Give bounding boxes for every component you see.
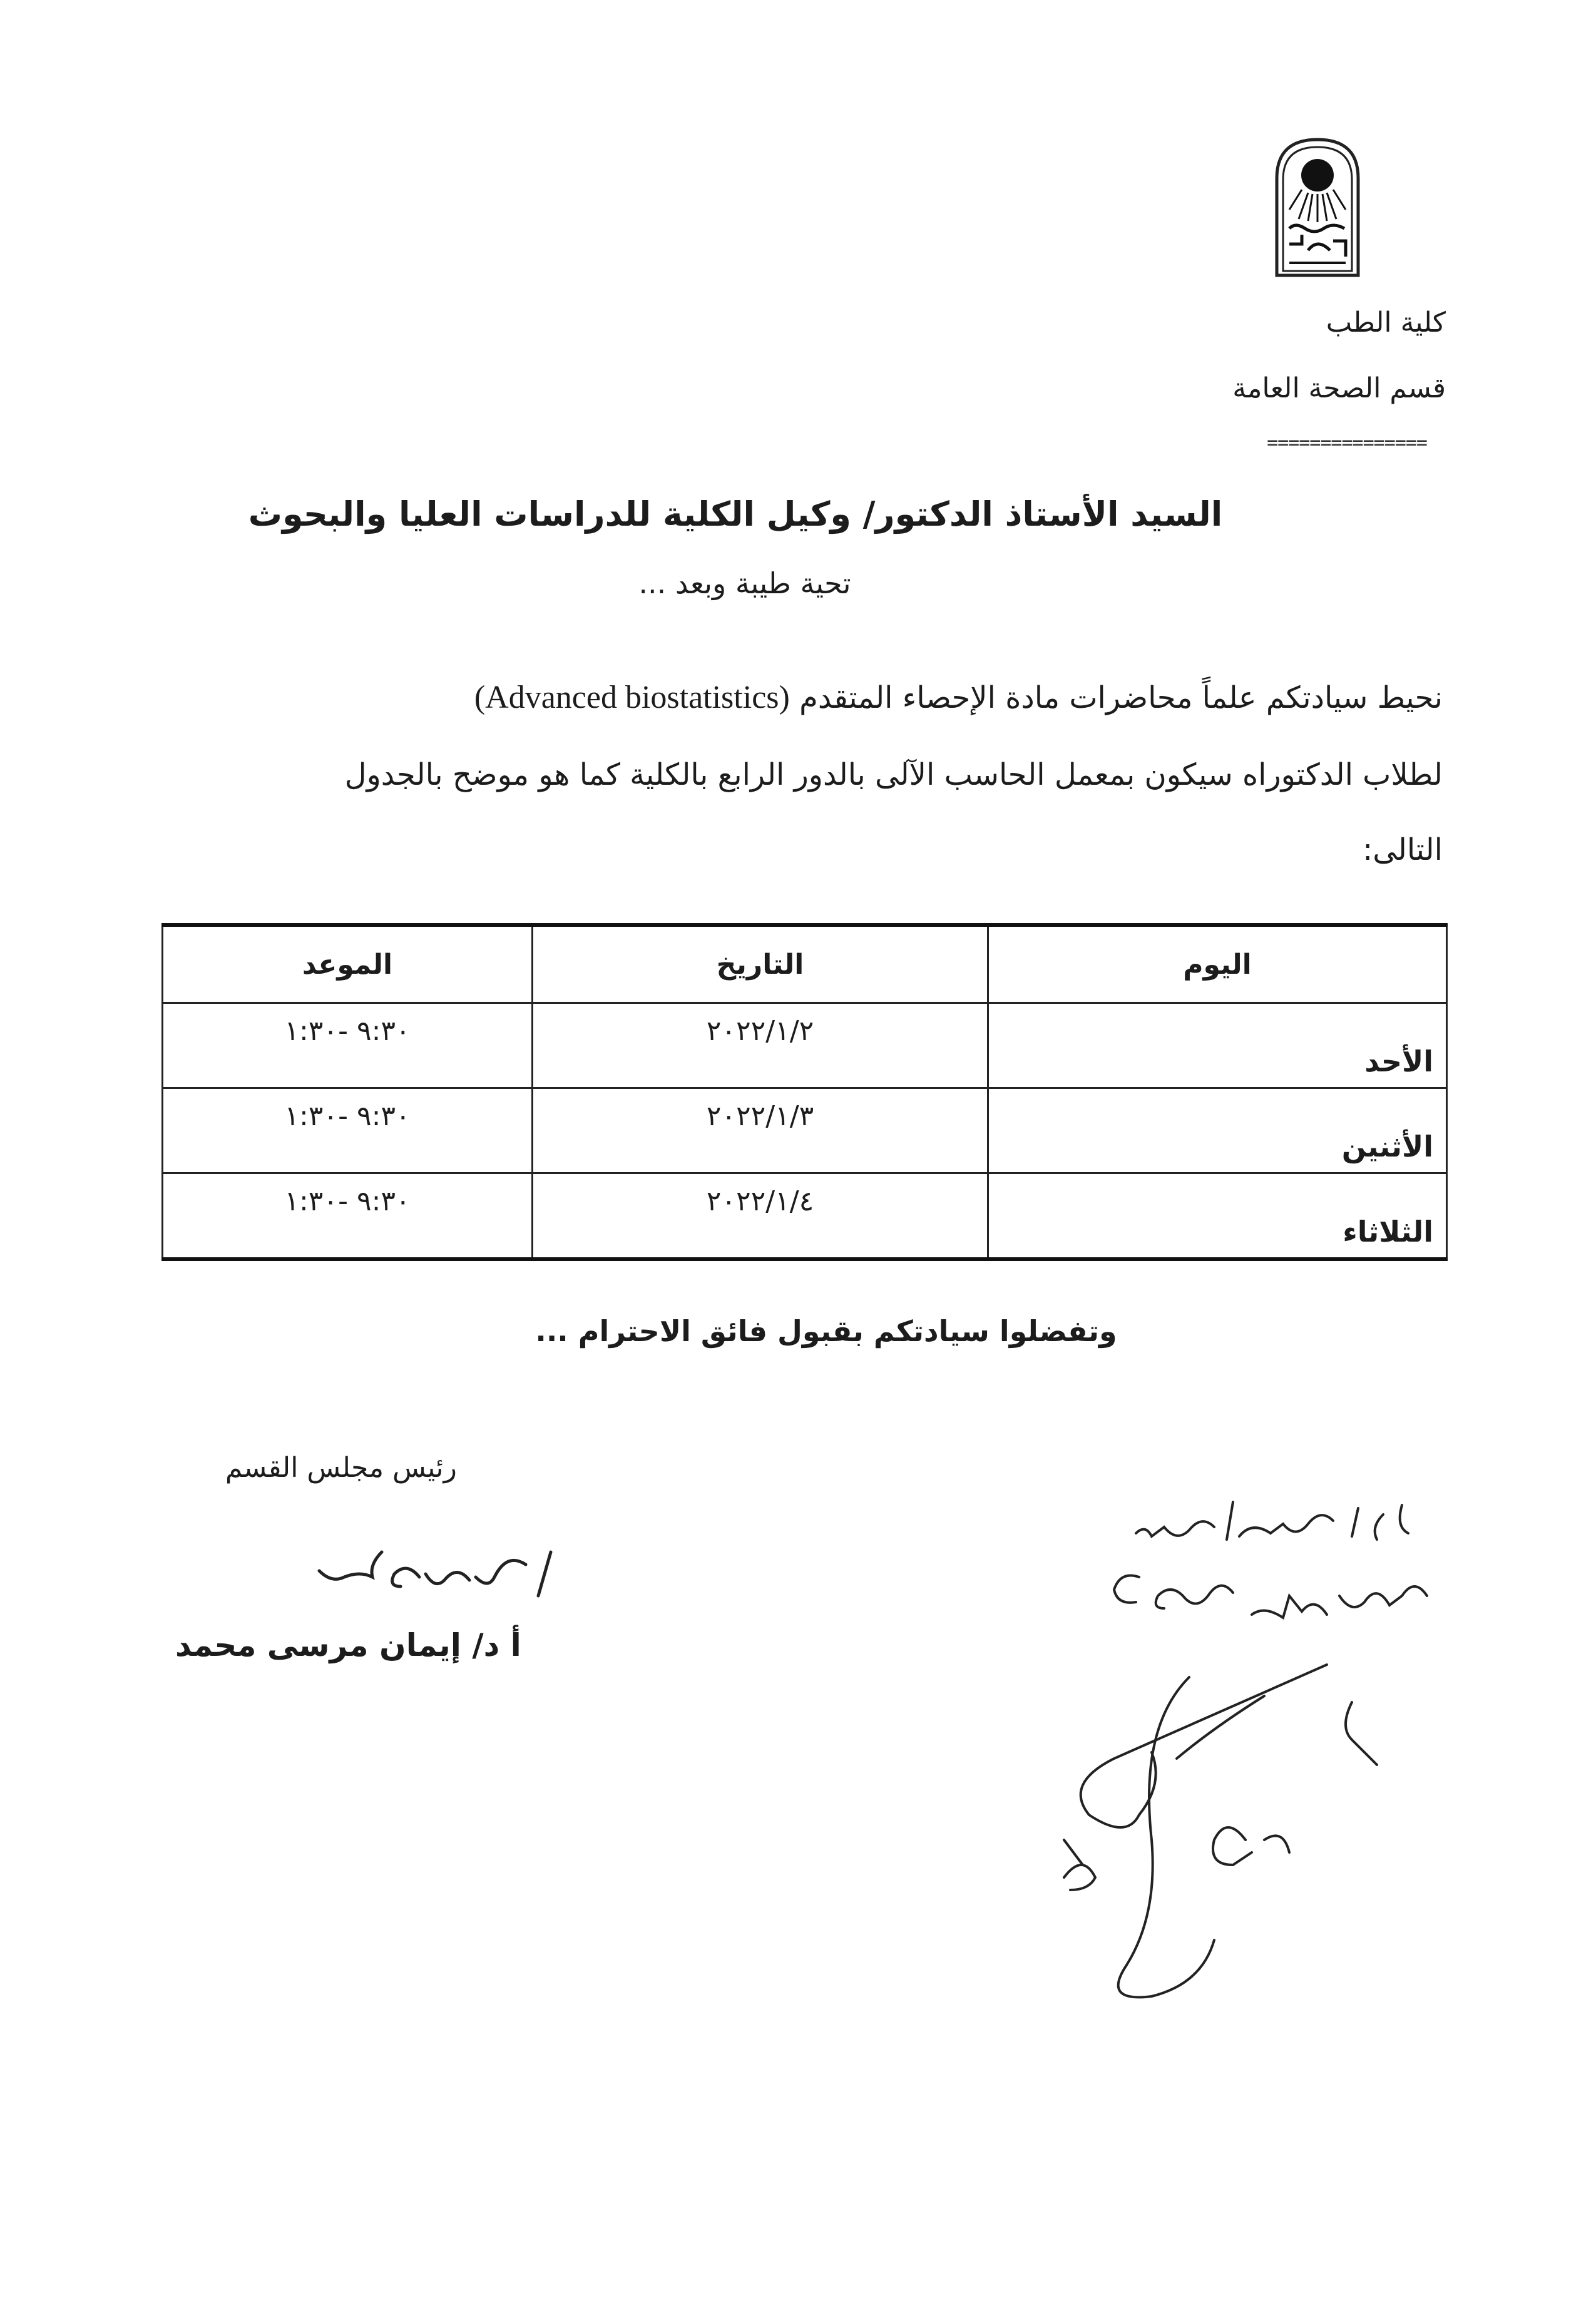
header-day: اليوم <box>988 925 1447 1003</box>
row-time: ٩:٣٠ -١:٣٠ <box>163 1003 533 1088</box>
table-row <box>163 1088 1447 1173</box>
letter-greeting: تحية طيبة وبعد ... <box>638 566 851 600</box>
header-time: الموعد <box>163 925 533 1003</box>
row-date: ٢٠٢٢/١/٣ <box>533 1088 988 1173</box>
table-row <box>163 1003 1447 1088</box>
course-english-name: (Advanced biostatistics) <box>474 680 790 715</box>
row-date: ٢٠٢٢/١/٢ <box>533 1003 988 1088</box>
header-divider: =============== <box>1267 432 1427 454</box>
table-row <box>163 1173 1447 1260</box>
paragraph-line-2: لطلاب الدكتوراه سيكون بمعمل الحاسب الآلى بالدور الرابع بالكلية كما هو موضح بالجدول <box>344 757 1443 792</box>
department-name: قسم الصحة العامة <box>1232 372 1446 404</box>
header-date: التاريخ <box>533 925 988 1003</box>
signer-name: أ د/ إيمان مرسى محمد <box>175 1627 521 1663</box>
table-header-row <box>163 925 1447 1003</box>
signer-title: رئيس مجلس القسم <box>225 1452 457 1484</box>
paragraph-line-1-text: نحيط سيادتكم علماً محاضرات مادة الإحصاء المتقدم <box>799 680 1443 715</box>
row-date: ٢٠٢٢/١/٤ <box>533 1173 988 1260</box>
paragraph-line-1 <box>474 679 1443 716</box>
row-day: الأحد <box>988 1003 1447 1088</box>
university-seal-icon <box>1271 135 1364 278</box>
row-day: الأثنين <box>988 1088 1447 1173</box>
faculty-name: كلية الطب <box>1326 307 1446 339</box>
lecture-schedule-table <box>161 923 1448 1261</box>
row-time: ٩:٣٠ -١:٣٠ <box>163 1173 533 1260</box>
paragraph-line-3: التالى: <box>1363 832 1443 867</box>
row-time: ٩:٣٠ -١:٣٠ <box>163 1088 533 1173</box>
handwritten-approval-note <box>1026 1489 1465 2303</box>
letter-closing: وتفضلوا سيادتكم بقبول فائق الاحترام ... <box>535 1314 1117 1348</box>
row-day: الثلاثاء <box>988 1173 1447 1260</box>
letter-addressee: السيد الأستاذ الدكتور/ وكيل الكلية للدراسات العليا والبحوث <box>248 494 1223 534</box>
handwritten-signature <box>300 1527 563 1615</box>
